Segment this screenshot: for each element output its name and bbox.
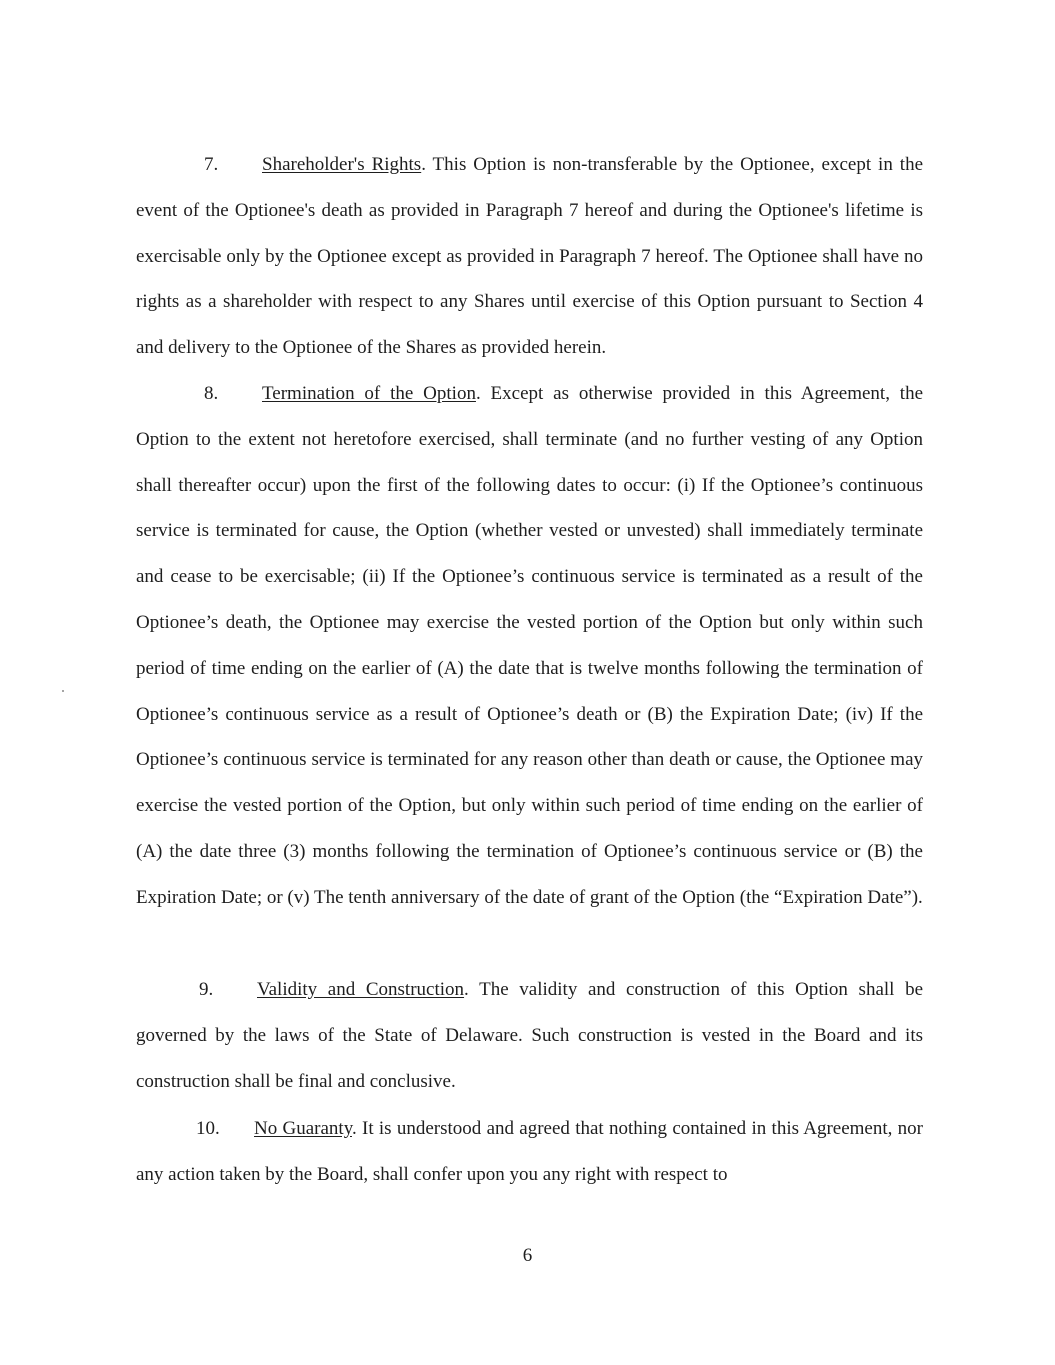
paragraph-heading: Validity and Construction <box>257 979 465 1000</box>
paragraph-no-guaranty <box>136 1106 923 1198</box>
paragraph-termination-of-option <box>136 371 923 921</box>
paragraph-number: 9. <box>199 979 214 1000</box>
paragraph-number: 10. <box>196 1118 220 1139</box>
paragraph-body: . It is understood and agreed that nothing contained in this Agreement, nor any action taken by the Board, shall confer upon you any right with respect to <box>136 1118 923 1185</box>
paragraph-heading: Termination of the Option <box>262 383 476 404</box>
paragraph-body: . The validity and construction of this Option shall be governed by the laws of the State of Delaware. Such construction is vested in the Board and its construction shall be final and conclusive. <box>136 979 924 1092</box>
paragraph-validity-and-construction <box>136 967 923 1104</box>
paragraph-number: 7. <box>204 154 219 175</box>
paragraph-shareholders-rights <box>136 142 923 371</box>
paragraph-heading: Shareholder's Rights <box>262 154 422 175</box>
paragraph-heading: No Guaranty <box>254 1118 352 1139</box>
page-number: 6 <box>522 1245 533 1266</box>
paragraph-body: . Except as otherwise provided in this Agreement, the Option to the extent not heretofore exercised, shall terminate (and no further vesting of any Option shall thereafter occur) upon the first of the following dates to occur: (i) If the Optionee’s continuous service is terminated for cause, the Option (whether vested or unvested) shall immediately terminate and cease to be exercisable; (ii) If the Optionee’s continuous service is terminated as a result of the Optionee’s death, the Optionee may exercise the vested portion of the Option but only within such period of time ending on the earlier of (A) the date that is twelve months following the termination of Optionee’s continuous service as a result of Optionee’s death or (B) the Expiration Date; (iv) If the Optionee’s continuous service is terminated for any reason other than death or cause, the Optionee may exercise the vested portion of the Option, but only within such period of time ending on the earlier of (A) the date three (3) months following the termination of Optionee’s continuous service or (B) the Expiration Date; or (v) The tenth anniversary of the date of grant of the Option (the “Expiration Date”). <box>136 383 923 908</box>
paragraph-body: . This Option is non-transferable by the Optionee, except in the event of the Optionee's death as provided in Paragraph 7 hereof and during the Optionee's lifetime is exercisable only by the Optionee except as provided in Paragraph 7 hereof. The Optionee shall have no rights as a shareholder with respect to any Shares until exercise of this Option pursuant to Section 4 and delivery to the Optionee of the Shares as provided herein. <box>136 154 923 359</box>
paragraph-number: 8. <box>204 383 219 404</box>
scan-speck <box>62 690 64 692</box>
